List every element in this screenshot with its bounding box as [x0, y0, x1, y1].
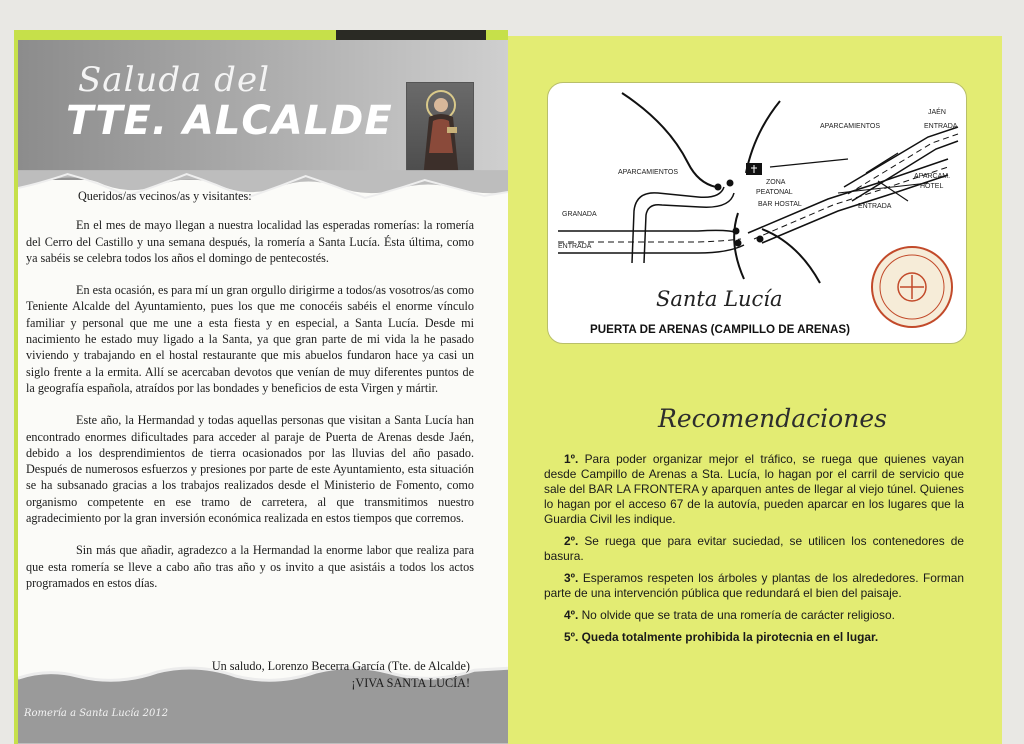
- letter-paragraph: En el mes de mayo llegan a nuestra localidad las esperadas romerías: la romería del Cerro del Castillo y una semana después, la romería a Santa Lucía. Ésta última, como ya sabéis se celebra todos los años el domingo de pentecostés.: [26, 218, 474, 265]
- recommendation-item: 1º. Para poder organizar mejor el tráfico, se ruega que quienes vayan desde Campillo de Arenas a Sta. Lucía, lo hagan por el carril de servicio que sale del BAR LA FRONTERA y aparquen antes de llegar al viejo túnel. Quienes lo hagan por el acceso 67 de la autovía, pueden aparcar en los lugares que la Guardia Civil les indique.: [544, 452, 964, 526]
- letter-paragraph: Este año, la Hermandad y todas aquellas personas que visitan a Santa Lucía han encontrado enormes dificultades para acceder al paraje de Puerta de Arenas desde Jaén, debido a los desprendimientos de tierra ocasionados por las lluvias del año pasado. Después de numerosos esfuerzos y presiones por parte de este Ayuntamiento, esta situación se ha subsanado gracias a los trabajos realizados desde el Ministerio de Fomento, como organismo competente en ese tramo de carretera, al que transmitimos nuestro agradecimiento por la gran inversión económica realizada en estos tiempos que corremos.: [26, 413, 474, 526]
- recommendation-item: 4º. No olvide que se trata de una romería de carácter religioso.: [564, 608, 895, 622]
- footer-caption: Romería a Santa Lucía 2012: [24, 708, 169, 719]
- signature-line: Un saludo, Lorenzo Becerra García (Tte. de Alcalde): [211, 659, 470, 673]
- map-script-title: Santa Lucía: [656, 287, 783, 311]
- map-label-peatonal: PEATONAL: [756, 189, 793, 196]
- left-page: [14, 30, 508, 744]
- header-banner: [18, 40, 508, 180]
- letter-body: [26, 188, 474, 607]
- map-label-zona: ZONA: [766, 179, 786, 186]
- recommendation-item: 5º. Queda totalmente prohibida la pirotecnia en el lugar.: [564, 630, 879, 644]
- letter-paragraph: En esta ocasión, es para mí un gran orgullo dirigirme a todos/as vosotros/as como Teniente Alcalde del Ayuntamiento, pues los que me conocéis sabéis el enorme vínculo familiar y personal que me une a esta fiesta y en especial, a Santa Lucía. Desde mi nacimiento he estado muy ligado a la Santa, ya que gran parte de mi vida la he pasado viviendo y trabajando en el hostal restaurante que mis abuelos fundaron hace ya casi un siglo frente a la ermita. Allí se acercaban devotos que venían de muy diferentes puntos de la geografía española, atraídos por las bondades y beneficios de esta Virgen y mártir.: [26, 283, 474, 395]
- map-label-aparcamientos-left: APARCAMIENTOS: [618, 169, 679, 176]
- header-title: TTE. ALCALDE: [66, 98, 393, 144]
- recommendation-item: 3º. Esperamos respeten los árboles y plantas de los alrededores. Forman parte de una intervención pública que redundará el bien del paisaje.: [544, 571, 964, 600]
- map-label-entrada-left: ENTRADA: [558, 243, 592, 250]
- map-label-entrada-right: ENTRADA: [858, 203, 892, 210]
- letter-paragraph: Sin más que añadir, agradezco a la Hermandad la enorme labor que realiza para que esta romería se lleve a cabo año tras año y os invito a que asistáis a todos los actos programados en estos días.: [26, 543, 474, 590]
- map-label-hotel: HOTEL: [920, 183, 944, 190]
- map-caption: PUERTA DE ARENAS (CAMPILLO DE ARENAS): [590, 323, 851, 336]
- recommendations-list: [544, 452, 964, 652]
- header-script-title: Saluda del: [78, 60, 270, 100]
- closing-line: ¡VIVA SANTA LUCÍA!: [351, 676, 470, 690]
- top-color-strip: [18, 30, 508, 40]
- recommendations-title: Recomendaciones: [658, 404, 887, 433]
- letter-greeting: Queridos/as vecinos/as y visitantes:: [78, 189, 252, 203]
- map-label-jaen: JAÉN: [928, 109, 946, 116]
- signature-block: [212, 658, 470, 692]
- saint-image: [406, 82, 474, 182]
- map-label-aparcam: APARCAM.: [914, 173, 951, 180]
- recommendation-item: 2º. Se ruega que para evitar suciedad, se utilicen los contenedores de basura.: [544, 534, 964, 563]
- map-label-bar-hostal: BAR HOSTAL: [758, 201, 802, 208]
- map-card: [547, 82, 967, 344]
- map-label-aparcamientos-top: APARCAMIENTOS: [820, 123, 881, 130]
- map-label-granada: GRANADA: [562, 211, 597, 218]
- right-page: [508, 36, 1002, 744]
- map-label-entrada-top: ENTRADA: [924, 123, 958, 130]
